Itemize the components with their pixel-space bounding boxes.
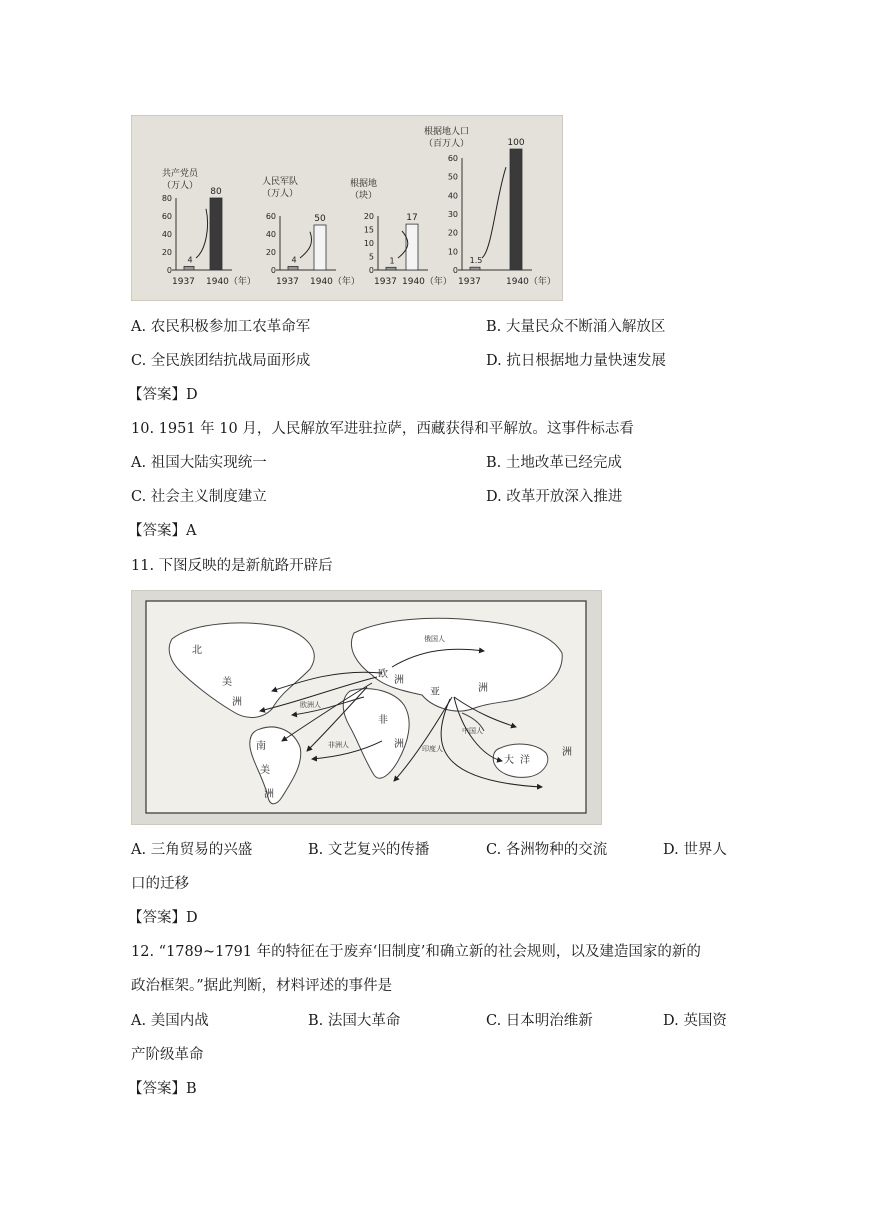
q9-answer: 【答案】D bbox=[128, 387, 198, 403]
chart-3-ytick-15: 15 bbox=[363, 225, 374, 235]
chart-1-xlabel-1937: 1937 bbox=[172, 277, 195, 287]
chart-1-ytick-0: 0 bbox=[166, 266, 172, 275]
chart-4-ytick-30: 30 bbox=[447, 210, 458, 219]
map-label-as-2: 洲 bbox=[478, 683, 488, 694]
q10-answer: 【答案】A bbox=[128, 523, 197, 539]
chart-3-bar-1937-label: 1 bbox=[389, 256, 395, 266]
chart-2-xlabel-1940: 1940（年） bbox=[310, 277, 360, 287]
map-label-oc-1: 大 bbox=[504, 755, 514, 766]
chart-1-ytick-40: 40 bbox=[161, 230, 172, 239]
chart-2-ytick-40: 40 bbox=[265, 230, 276, 239]
q11-option-c[interactable]: C. 各洲物种的交流 bbox=[486, 842, 608, 858]
q12-option-a[interactable]: A. 美国内战 bbox=[131, 1013, 209, 1029]
q10-option-c[interactable]: C. 社会主义制度建立 bbox=[131, 489, 267, 505]
chart-2-title-line-1: 人民军队 bbox=[262, 177, 299, 187]
map-arrow-label-european: 欧洲人 bbox=[300, 701, 321, 709]
chart-1-bar-1937-label: 4 bbox=[187, 255, 193, 265]
map-arrow-label-indian: 印度人 bbox=[422, 745, 443, 753]
chart-1-bar-1937 bbox=[184, 266, 194, 270]
map-label-eu-1: 欧 bbox=[378, 669, 388, 680]
chart-2-bar-1937-label: 4 bbox=[291, 255, 297, 265]
chart-1-ytick-80: 80 bbox=[161, 194, 172, 203]
chart-3-bar-1940-label: 17 bbox=[406, 213, 418, 224]
q10-stem: 10. 1951 年 10 月，人民解放军进驻拉萨，西藏获得和平解放。这事件标志看 bbox=[131, 421, 634, 437]
q11-option-b[interactable]: B. 文艺复兴的传播 bbox=[308, 842, 430, 858]
chart-2-title-line-2: （万人） bbox=[262, 189, 299, 199]
chart-3-bar-1937 bbox=[386, 267, 396, 270]
chart-2-xlabel-1937: 1937 bbox=[276, 277, 299, 287]
chart-4-trend-arrow bbox=[482, 167, 506, 258]
map-label-oc-2: 洋 bbox=[520, 755, 530, 766]
chart-4-title-line-1: 根据地人口 bbox=[424, 127, 470, 137]
q11-stem: 11. 下图反映的是新航路开辟后 bbox=[131, 558, 333, 574]
chart-4-title-line-2: （百万人） bbox=[424, 139, 470, 149]
map-label-sa-3: 洲 bbox=[264, 789, 274, 800]
map-label-af-1: 非 bbox=[378, 715, 388, 726]
q11-option-d[interactable]: D. 世界人 bbox=[663, 842, 727, 858]
map-arrow-label-chinese: 中国人 bbox=[462, 727, 483, 735]
map-label-na-3: 洲 bbox=[232, 697, 242, 708]
q12-option-d-continued: 产阶级革命 bbox=[131, 1047, 204, 1063]
map-arrow-label-russian: 俄国人 bbox=[424, 635, 445, 643]
chart-3-ytick-5: 5 bbox=[368, 252, 374, 262]
q11-answer: 【答案】D bbox=[128, 910, 198, 926]
chart-3-bar-1940 bbox=[406, 224, 418, 270]
chart-3-xlabel-1940: 1940（年） bbox=[402, 277, 452, 287]
chart-4-ytick-50: 50 bbox=[447, 172, 458, 182]
chart-1-xlabel-1940: 1940（年） bbox=[206, 277, 256, 287]
chart-2-ytick-0: 0 bbox=[270, 266, 276, 275]
chart-2-ytick-20: 20 bbox=[265, 248, 276, 257]
q12-option-c[interactable]: C. 日本明治维新 bbox=[486, 1013, 593, 1029]
q9-option-d[interactable]: D. 抗日根据地力量快速发展 bbox=[486, 353, 666, 369]
bar-charts-figure bbox=[131, 115, 563, 301]
chart-1-trend-arrow bbox=[196, 209, 208, 258]
q10-option-d[interactable]: D. 改革开放深入推进 bbox=[486, 489, 623, 505]
chart-4-bar-1940 bbox=[510, 149, 522, 270]
q12-option-b[interactable]: B. 法国大革命 bbox=[308, 1013, 401, 1029]
chart-2-bar-1937 bbox=[288, 266, 298, 270]
map-label-sa-2: 美 bbox=[260, 765, 270, 776]
q9-option-a[interactable]: A. 农民积极参加工农革命军 bbox=[131, 319, 311, 335]
chart-1-bar-1940-label: 80 bbox=[210, 187, 222, 197]
chart-4-ytick-60: 60 bbox=[447, 154, 458, 163]
q9-option-b[interactable]: B. 大量民众不断涌入解放区 bbox=[486, 319, 666, 335]
chart-2-ytick-60: 60 bbox=[265, 212, 276, 221]
chart-3-title-line-2: （块） bbox=[350, 191, 378, 201]
chart-3-ytick-10: 10 bbox=[363, 239, 374, 248]
q11-option-d-continued: 口的迁移 bbox=[131, 876, 189, 892]
map-label-na-1: 北 bbox=[192, 645, 202, 656]
chart-1-title-line-2: （万人） bbox=[162, 181, 199, 191]
map-label-oc-3: 洲 bbox=[562, 747, 572, 758]
q10-option-b[interactable]: B. 土地改革已经完成 bbox=[486, 455, 622, 471]
q11-option-a[interactable]: A. 三角贸易的兴盛 bbox=[131, 842, 253, 858]
chart-2-bar-1940 bbox=[314, 225, 326, 270]
map-arrow-label-african: 非洲人 bbox=[328, 741, 349, 749]
chart-4-ytick-40: 40 bbox=[447, 191, 458, 201]
map-label-eu-2: 洲 bbox=[394, 675, 404, 686]
chart-3-title-line-1: 根据地 bbox=[350, 179, 378, 189]
map-label-na-2: 美 bbox=[222, 677, 232, 688]
world-map-svg bbox=[132, 591, 601, 824]
chart-1-ytick-60: 60 bbox=[161, 212, 172, 221]
chart-4-ytick-20: 20 bbox=[447, 228, 458, 238]
bar-charts-svg bbox=[132, 116, 562, 300]
chart-3-ytick-20: 20 bbox=[363, 212, 374, 221]
chart-4-xlabel-1937: 1937 bbox=[458, 277, 481, 287]
q12-answer: 【答案】B bbox=[128, 1081, 197, 1097]
chart-1-ytick-20: 20 bbox=[161, 248, 172, 257]
q12-stem-line-2: 政治框架。”据此判断，材料评述的事件是 bbox=[131, 978, 393, 994]
q9-option-c[interactable]: C. 全民族团结抗战局面形成 bbox=[131, 353, 311, 369]
q12-option-d[interactable]: D. 英国资 bbox=[663, 1013, 727, 1029]
chart-2-bar-1940-label: 50 bbox=[314, 214, 326, 224]
chart-4-ytick-0: 0 bbox=[452, 266, 458, 275]
chart-2-trend-arrow bbox=[300, 232, 312, 258]
world-map-figure bbox=[131, 590, 602, 825]
chart-4-bar-1937-label: 1.5 bbox=[469, 256, 483, 266]
map-label-af-2: 洲 bbox=[394, 739, 404, 750]
chart-4-bar-1940-label: 100 bbox=[507, 138, 525, 149]
q12-stem-line-1: 12. “1789~1791 年的特征在于废弃‘旧制度’和确立新的社会规则，以及建造国家的新的 bbox=[131, 944, 701, 960]
chart-3-xlabel-1937: 1937 bbox=[374, 277, 397, 287]
chart-4-ytick-10: 10 bbox=[447, 247, 458, 257]
q10-option-a[interactable]: A. 祖国大陆实现统一 bbox=[131, 455, 267, 471]
map-label-sa-1: 南 bbox=[256, 741, 266, 752]
map-label-as-1: 亚 bbox=[430, 687, 440, 698]
chart-4-xlabel-1940: 1940（年） bbox=[506, 277, 556, 287]
chart-4-bar-1937 bbox=[470, 267, 480, 270]
chart-3-ytick-0: 0 bbox=[368, 266, 374, 275]
chart-1-title-line-1: 共产党员 bbox=[162, 169, 199, 179]
chart-1-bar-1940 bbox=[210, 198, 222, 270]
